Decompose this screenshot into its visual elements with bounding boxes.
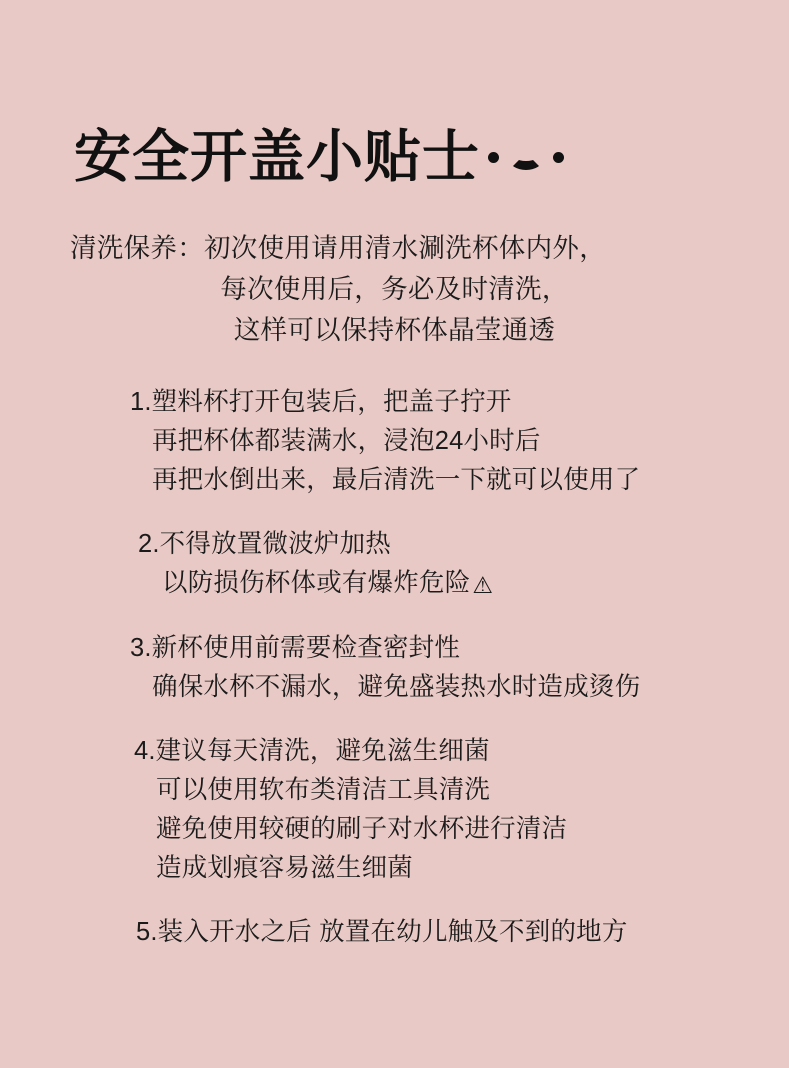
tip-line: 造成划痕容易滋生细菌	[156, 853, 414, 882]
tip-line: 1.塑料杯打开包装后，把盖子拧开	[130, 388, 512, 417]
list-item	[130, 732, 737, 887]
tip-line: 5.装入开水之后 放置在幼儿触及不到的地方	[136, 918, 628, 947]
tips-list	[52, 383, 737, 952]
warning-icon: ⚠	[472, 572, 494, 599]
list-item	[130, 913, 737, 952]
tip-line: 3.新杯使用前需要检查密封性	[130, 633, 461, 662]
face-right-eye-icon	[553, 152, 564, 163]
page-title: 安全开盖小贴士	[74, 125, 480, 189]
intro-line-2: 每次使用后，务必及时清洗，	[220, 273, 569, 304]
tip-line: 可以使用软布类清洁工具清洗	[156, 776, 491, 805]
tip-line: 再把杯体都装满水，浸泡24小时后	[152, 426, 541, 455]
tip-line: 避免使用较硬的刷子对水杯进行清洁	[156, 814, 568, 843]
list-item	[130, 383, 737, 499]
tip-line: 确保水杯不漏水，避免盛装热水时造成烫伤	[152, 672, 641, 701]
list-item	[130, 629, 737, 707]
intro-line-3: 这样可以保持杯体晶莹通透	[233, 314, 556, 345]
tip-line: 再把水倒出来，最后清洗一下就可以使用了	[152, 465, 641, 494]
intro-block	[52, 228, 737, 351]
tip-line-with-warning	[138, 564, 737, 603]
tip-line: 2.不得放置微波炉加热	[138, 530, 391, 559]
title-row	[52, 0, 737, 188]
intro-line-1: 清洗保养：初次使用请用清水涮洗杯体内外，	[70, 232, 606, 263]
face-left-eye-icon	[488, 152, 499, 163]
list-item	[130, 525, 737, 603]
smiley-face-icon	[488, 148, 564, 168]
tip-line-text: 以防损伤杯体或有爆炸危险	[162, 569, 471, 598]
tip-line: 4.建议每天清洗，避免滋生细菌	[134, 737, 490, 766]
face-mouth-icon	[509, 150, 543, 170]
